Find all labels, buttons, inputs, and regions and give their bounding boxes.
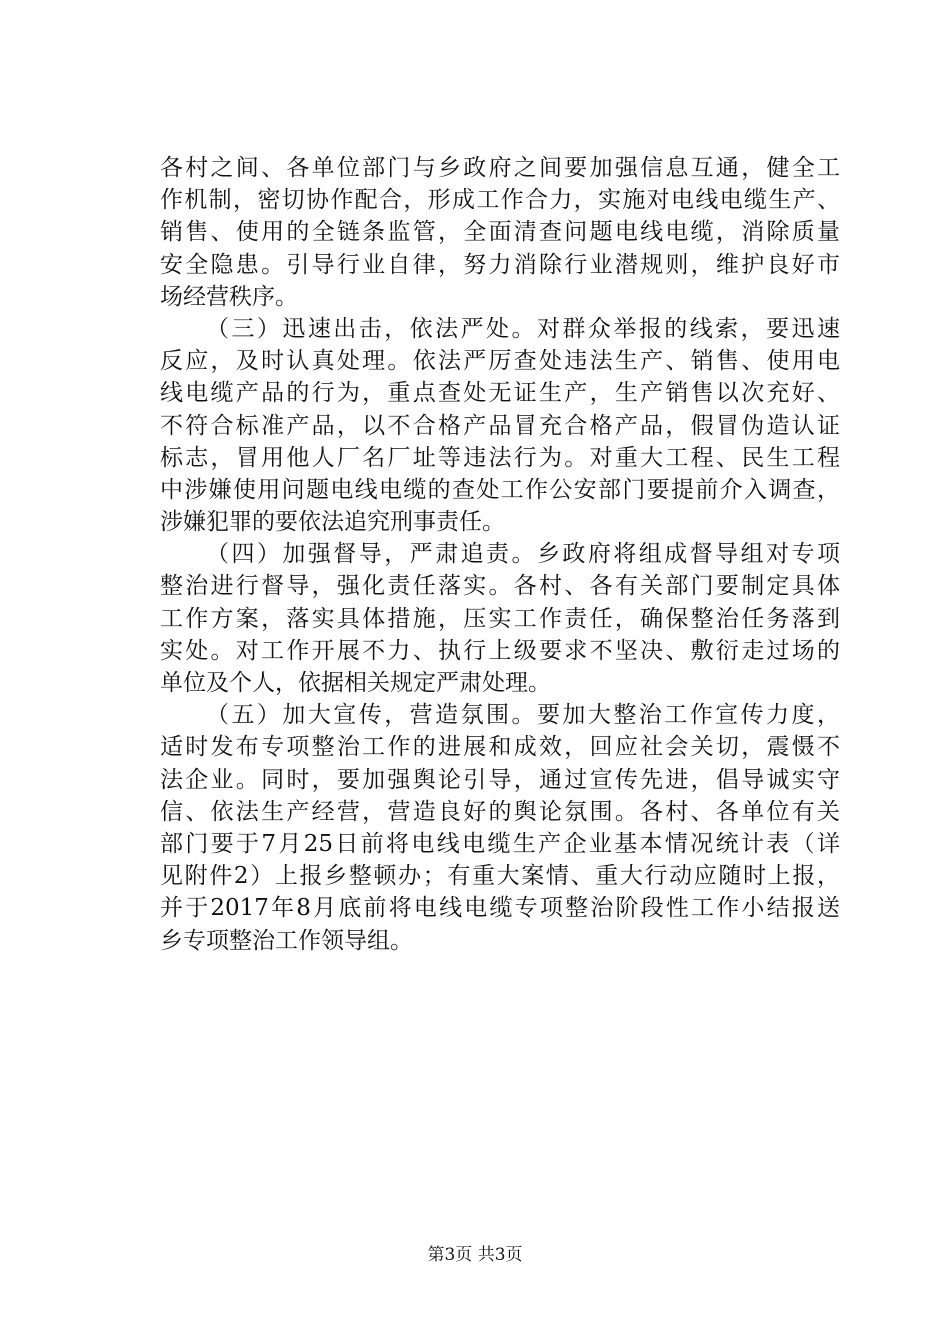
text-line: 乡专项整治工作领导组。: [160, 927, 413, 954]
text-line: 单位及个人，依据相关规定严肃处理。: [160, 670, 551, 696]
text-line: 涉嫌犯罪的要依法追究刑事责任。: [160, 509, 505, 536]
text-line: 法企业。同时，要加强舆论引导，通过宣传先进，倡导诚实守: [160, 766, 840, 793]
document-body: [160, 152, 840, 957]
text-line: 作机制，密切协作配合，形成工作合力，实施对电线电缆生产、: [160, 187, 840, 214]
text-line: 实处。对工作开展不力、执行上级要求不坚决、敷衍走过场的: [160, 637, 840, 664]
text-line: 场经营秩序。: [160, 283, 298, 310]
text-line: 并于2017年8月底前将电线电缆专项整治阶段性工作小结报送: [160, 895, 840, 922]
text-line: 安全隐患。引导行业自律，努力消除行业潜规则，维护良好市: [160, 251, 840, 278]
text-line: 线电缆产品的行为，重点查处无证生产，生产销售以次充好、: [160, 380, 840, 407]
page-footer: 第3页 共3页: [427, 1245, 523, 1265]
text-line: 见附件2）上报乡整顿办；有重大案情、重大行动应随时上报，: [160, 863, 840, 890]
text-line: 各村之间、各单位部门与乡政府之间要加强信息互通，健全工: [160, 155, 840, 181]
text-line: 反应，及时认真处理。依法严厉查处违法生产、销售、使用电: [160, 348, 840, 375]
text-line: 信、依法生产经营，营造良好的舆论氛围。各村、各单位有关: [160, 798, 840, 825]
text-line: 部门要于7月25日前将电线电缆生产企业基本情况统计表（详: [160, 830, 840, 857]
text-line: （三）迅速出击，依法严处。对群众举报的线索，要迅速: [206, 315, 840, 342]
text-line: 销售、使用的全链条监管，全面清查问题电线电缆，消除质量: [160, 219, 840, 246]
text-line: 中涉嫌使用问题电线电缆的查处工作公安部门要提前介入调查，: [160, 476, 840, 503]
text-line: 标志，冒用他人厂名厂址等违法行为。对重大工程、民生工程: [160, 444, 840, 471]
text-line: 适时发布专项整治工作的进展和成效，回应社会关切，震慑不: [160, 734, 840, 761]
text-line: 工作方案，落实具体措施，压实工作责任，确保整治任务落到: [160, 605, 840, 632]
text-line: （四）加强督导，严肃追责。乡政府将组成督导组对专项: [206, 541, 840, 568]
text-line: 整治进行督导，强化责任落实。各村、各有关部门要制定具体: [160, 573, 840, 600]
text-line: （五）加大宣传，营造氛围。要加大整治工作宣传力度，: [206, 702, 840, 729]
text-line: 不符合标准产品，以不合格产品冒充合格产品，假冒伪造认证: [160, 412, 840, 439]
